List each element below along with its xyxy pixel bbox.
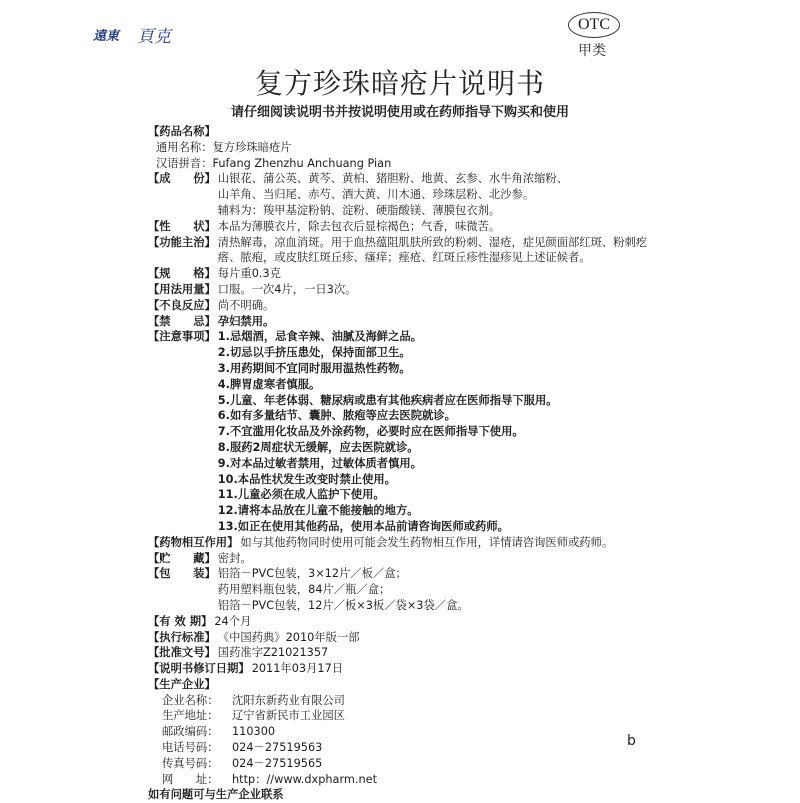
pinyin-row	[148, 156, 668, 172]
website-url: http：//www.dxpharm.net	[232, 772, 378, 786]
section-precautions	[148, 329, 668, 534]
list-item: 12.请将本品放在儿童不能接触的地方。	[217, 504, 419, 518]
list-item: 4.脾胃虚寒者慎服。	[217, 377, 321, 391]
section-label: 【注意事项】	[148, 330, 216, 344]
logo-text-right: 頁克	[137, 27, 171, 47]
packaging-line: 药用塑料瓶包装，84片／瓶／盒；	[217, 583, 391, 597]
leaflet-body	[148, 124, 668, 803]
section-label: 【规 格】	[148, 267, 216, 281]
list-item: 3.用药期间不宜同时服用温热性药物。	[217, 361, 411, 375]
precautions-list	[218, 329, 668, 534]
section-label: 【批准文号】	[148, 646, 216, 660]
section-specification	[148, 266, 668, 282]
revision-value: 2011年03月17日	[251, 662, 344, 676]
manufacturer-address-row	[148, 708, 668, 724]
manufacturer-fax-row	[148, 756, 668, 772]
section-storage	[148, 551, 668, 567]
manufacturer-postcode-row	[148, 724, 668, 740]
pinyin-name: Fufang Zhenzhu Anchuang Pian	[212, 156, 392, 170]
dosage-value: 口服。一次4片，一日3次。	[217, 282, 357, 296]
field-label: 传真号码：	[162, 756, 219, 770]
field-label: 通用名称：	[156, 140, 213, 154]
list-item: 9.对本品过敏者禁用，过敏体质者慎用。	[217, 456, 422, 470]
list-item: 1.忌烟酒，忌食辛辣、油腻及海鲜之品。	[217, 330, 422, 344]
section-label: 【药物相互作用】	[148, 535, 239, 549]
field-label: 企业名称：	[162, 693, 219, 707]
section-dosage	[148, 282, 668, 298]
section-label: 【包 装】	[148, 567, 216, 581]
manufacturer-phone-row	[148, 740, 668, 756]
brand-logo	[93, 22, 233, 47]
packaging-value	[218, 566, 668, 613]
section-packaging	[148, 566, 668, 613]
section-standard	[148, 630, 668, 646]
list-item: 2.切忌以手挤压患处，保持面部卫生。	[217, 346, 411, 360]
section-label: 【不良反应】	[148, 298, 216, 312]
specification-value: 每片重0.3克	[217, 267, 281, 281]
company-address: 辽宁省新民市工业园区	[232, 709, 345, 723]
validity-value: 24个月	[214, 614, 252, 628]
section-label: 【禁 忌】	[148, 314, 216, 328]
section-label: 【说明书修订日期】	[148, 662, 250, 676]
section-label: 【有 效 期】	[148, 614, 213, 628]
document-title: 复方珍珠暗疮片说明书	[254, 67, 545, 100]
section-approval	[148, 645, 668, 661]
section-revision-date	[148, 661, 668, 677]
section-label: 【用法用量】	[148, 282, 216, 296]
usage-warning: 请仔细阅读说明书并按说明使用或在药师指导下购买和使用	[230, 105, 569, 120]
manufacturer-contact-note: 如有问题可与生产企业联系	[148, 788, 284, 802]
list-item: 7.不宜滥用化妆品及外涂药物，必要时应在医师指导下使用。	[217, 425, 524, 439]
field-label: 邮政编码：	[162, 725, 219, 739]
otc-badge: OTC	[568, 12, 620, 38]
list-item: 6.如有多量结节、囊肿、脓疱等应去医院就诊。	[217, 409, 456, 423]
section-label: 【性 状】	[148, 219, 216, 233]
list-item: 11.儿童必须在成人监护下使用。	[217, 488, 385, 502]
manufacturer-name-row	[148, 693, 668, 709]
postcode: 110300	[232, 725, 276, 739]
storage-value: 密封。	[217, 551, 252, 565]
standard-value: 《中国药典》2010年版一部	[217, 630, 360, 644]
section-contraindications	[148, 314, 668, 330]
adverse-value: 尚不明确。	[217, 298, 275, 312]
generic-name-row	[148, 140, 668, 156]
list-item: 5.儿童、年老体弱、糖尿病或患有其他疾病者应在医师指导下服用。	[217, 393, 558, 407]
company-name: 沈阳东新药业有限公司	[232, 693, 345, 707]
packaging-line: 铝箔－PVC包装，3×12片／板／盒；	[217, 567, 407, 581]
section-manufacturer	[148, 677, 668, 693]
ingredients-value	[218, 171, 668, 218]
ingredients-line: 山银花、蒲公英、黄芩、黄柏、猪胆粉、地黄、玄参、水牛角浓缩粉、	[217, 172, 569, 186]
approval-value: 国药准字Z21021357	[217, 646, 329, 660]
section-label: 【药品名称】	[148, 125, 216, 138]
section-label: 【生产企业】	[148, 677, 216, 691]
packaging-line: 铝箔－PVC包装，12片／板×3板／袋×3袋／盒。	[217, 598, 469, 612]
manufacturer-website-row	[148, 772, 668, 788]
fax-number: 024－27519565	[232, 756, 323, 770]
list-item: 8.服药2周症状无缓解，应去医院就诊。	[217, 440, 419, 454]
logo-text-left: 遠東	[93, 29, 120, 44]
field-label: 电话号码：	[162, 741, 219, 755]
list-item: 13.如正在使用其他药品，使用本品前请咨询医师或药师。	[217, 519, 509, 533]
section-validity	[148, 614, 668, 630]
section-label: 【贮 藏】	[148, 551, 216, 565]
section-label: 【执行标准】	[148, 630, 216, 644]
phone-number: 024－27519563	[232, 741, 323, 755]
field-label: 生产地址：	[162, 709, 219, 723]
field-label: 汉语拼音：	[156, 156, 213, 170]
properties-value: 本品为薄膜衣片，除去包衣后显棕褐色；气香，味微苦。	[217, 219, 501, 233]
section-drug-name	[148, 124, 668, 140]
otc-category: 甲类	[578, 43, 606, 59]
field-label: 网 址：	[162, 772, 219, 786]
interactions-value: 如与其他药物同时使用可能会发生药物相互作用，详情请咨询医师或药师。	[240, 535, 614, 549]
page-marker: b	[627, 733, 636, 749]
ingredients-line: 山羊角、当归尾、赤芍、酒大黄、川木通、珍珠层粉、北沙参。	[217, 188, 535, 202]
contraindications-value: 孕妇禁用。	[217, 314, 275, 328]
section-label: 【功能主治】	[148, 235, 216, 249]
list-item: 10.本品性状发生改变时禁止使用。	[217, 472, 396, 486]
generic-name: 复方珍珠暗疮片	[212, 140, 292, 154]
section-indications	[148, 235, 668, 267]
excipients-line: 辅料为：羧甲基淀粉钠、淀粉、硬脂酸镁、薄膜包衣剂。	[217, 203, 501, 217]
section-ingredients	[148, 171, 668, 218]
section-adverse-reactions	[148, 298, 668, 314]
section-label: 【成 份】	[148, 172, 216, 186]
section-interactions	[148, 535, 668, 551]
indications-value: 清热解毒，凉血消斑。用于血热蕴阻肌肤所致的粉刺、湿疮，症见颜面部红斑、粉刺疙瘩、脓疱，或皮肤红斑丘疹、瘙痒；痤疮、红斑丘疹性湿疹见上述证候者。	[217, 235, 648, 265]
section-properties	[148, 219, 668, 235]
